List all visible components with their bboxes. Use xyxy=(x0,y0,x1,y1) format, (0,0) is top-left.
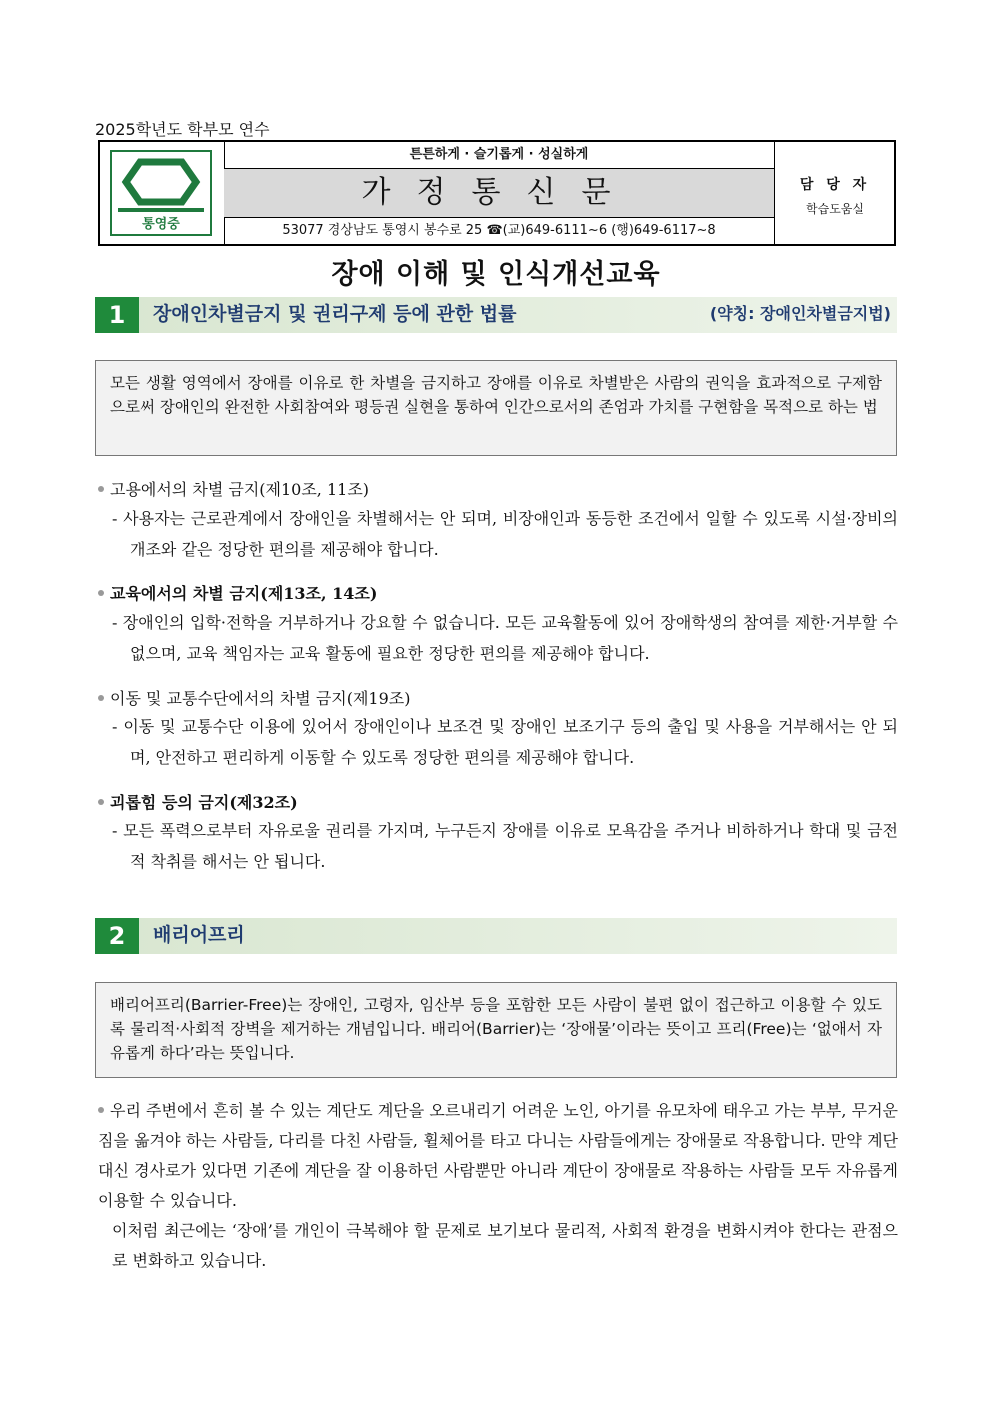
section-2-summary-box: 배리어프리(Barrier-Free)는 장애인, 고령자, 임산부 등을 포함한 모든 사람이 불편 없이 접근하고 이용할 수 있도록 물리적·사회적 장벽을 제거하는 개념입니다. 배리어(Barrier)는 ‘장애물’이라는 뜻이고 프리(Free)는 ‘없애서 자유롭게 하다’라는 뜻입니다. xyxy=(95,982,897,1078)
section-2-para-2: 이처럼 최근에는 ‘장애’를 개인이 극복해야 할 문제로 보기보다 물리적, 사회적 환경을 변화시켜야 한다는 관점으로 변화하고 있습니다. xyxy=(112,1221,898,1270)
bullet-icon xyxy=(98,799,104,805)
bullet-icon xyxy=(98,695,104,701)
bullet-icon xyxy=(98,486,104,492)
item-1-heading-text: 고용에서의 차별 금지(제10조, 11조) xyxy=(110,480,370,499)
section-2-title: 배리어프리 xyxy=(153,924,245,946)
section-1-summary-box: 모든 생활 영역에서 장애를 이유로 한 차별을 금지하고 장애를 이유로 차별받은 사람의 권익을 효과적으로 구제함으로써 장애인의 완전한 사회참여와 평등권 실현을 통하여 인간으로서의 존엄과 가치를 구현함을 목적으로 하는 법 xyxy=(95,360,897,456)
item-2-heading xyxy=(98,581,898,604)
logo-cell xyxy=(100,142,225,244)
school-address: 53077 경상남도 통영시 봉수로 25 ☎(교)649-6111~6 (행)649-6117~8 xyxy=(282,223,716,238)
item-3-heading-text: 이동 및 교통수단에서의 차별 금지(제19조) xyxy=(110,689,411,708)
item-3-heading xyxy=(98,686,898,709)
page-title: 장애 이해 및 인식개선교육 xyxy=(331,259,661,290)
section-1-abbreviation: (약칭: 장애인차별금지법) xyxy=(709,304,891,323)
school-motto: 튼튼하게 · 슬기롭게 · 성실하게 xyxy=(224,142,774,169)
item-1-body: - 사용자는 근로관계에서 장애인을 차별해서는 안 되며, 비장애인과 동등한 조건에서 일할 수 있도록 시설·장비의 개조와 같은 정당한 편의를 제공해야 합니다. xyxy=(112,509,898,559)
item-2-body: - 장애인의 입학·전학을 거부하거나 강요할 수 없습니다. 모든 교육활동에 있어 장애학생의 참여를 제한·거부할 수 없으며, 교육 책임자는 교육 활동에 필요한 정당한 편의를 제공해야 합니다. xyxy=(112,613,898,663)
section-1-header xyxy=(95,297,897,333)
logo-text: 통영중 xyxy=(142,217,180,232)
section-2-number: 2 xyxy=(95,918,139,954)
item-4-heading-text: 괴롭힘 등의 금지(제32조) xyxy=(110,793,298,812)
item-3-body: - 이동 및 교통수단 이용에 있어서 장애인이나 보조견 및 장애인 보조기구 등의 출입 및 사용을 거부해서는 안 되며, 안전하고 편리하게 이동할 수 있도록 정당한 편의를 제공해야 합니다. xyxy=(112,717,898,767)
section-2-para-1: 우리 주변에서 흔히 볼 수 있는 계단도 계단을 오르내리기 어려운 노인, 아기를 유모차에 태우고 가는 부부, 무거운 짐을 옮겨야 하는 사람들, 다리를 다친 사람들, 휠체어를 타고 다니는 사람들에게는 장애물로 작용합니다. 만약 계단 대신 경사로가 있다면 기존에 계단을 잘 이용하던 사람뿐만 아니라 계단이 장애물로 작용하는 사람들 모두 자유롭게 이용할 수 있습니다. xyxy=(98,1101,898,1210)
top-label: 2025학년도 학부모 연수 xyxy=(95,120,270,139)
section-2-paragraph xyxy=(98,1096,898,1276)
item-4-body: - 모든 폭력으로부터 자유로울 권리를 가지며, 누구든지 장애를 이유로 모욕감을 주거나 비하하거나 학대 및 금전적 착취를 해서는 안 됩니다. xyxy=(112,821,898,871)
item-2-heading-text: 교육에서의 차별 금지(제13조, 14조) xyxy=(110,584,378,603)
bullet-icon xyxy=(98,590,104,596)
newsletter-header xyxy=(98,140,896,246)
manager-dept: 학습도움실 xyxy=(806,202,864,216)
manager-cell xyxy=(774,142,895,244)
header-center xyxy=(224,142,774,244)
section-1-title: 장애인차별금지 및 권리구제 등에 관한 법률 xyxy=(153,303,517,325)
section-2-header xyxy=(95,918,897,954)
school-logo xyxy=(110,150,212,236)
school-logo-icon xyxy=(112,152,210,234)
section-1-number: 1 xyxy=(95,297,139,333)
manager-label: 담 당 자 xyxy=(799,177,871,193)
item-4-heading xyxy=(98,790,898,813)
newsletter-title: 가정통신문 xyxy=(224,169,774,218)
bullet-icon xyxy=(98,1107,104,1113)
item-1-heading xyxy=(98,477,898,500)
